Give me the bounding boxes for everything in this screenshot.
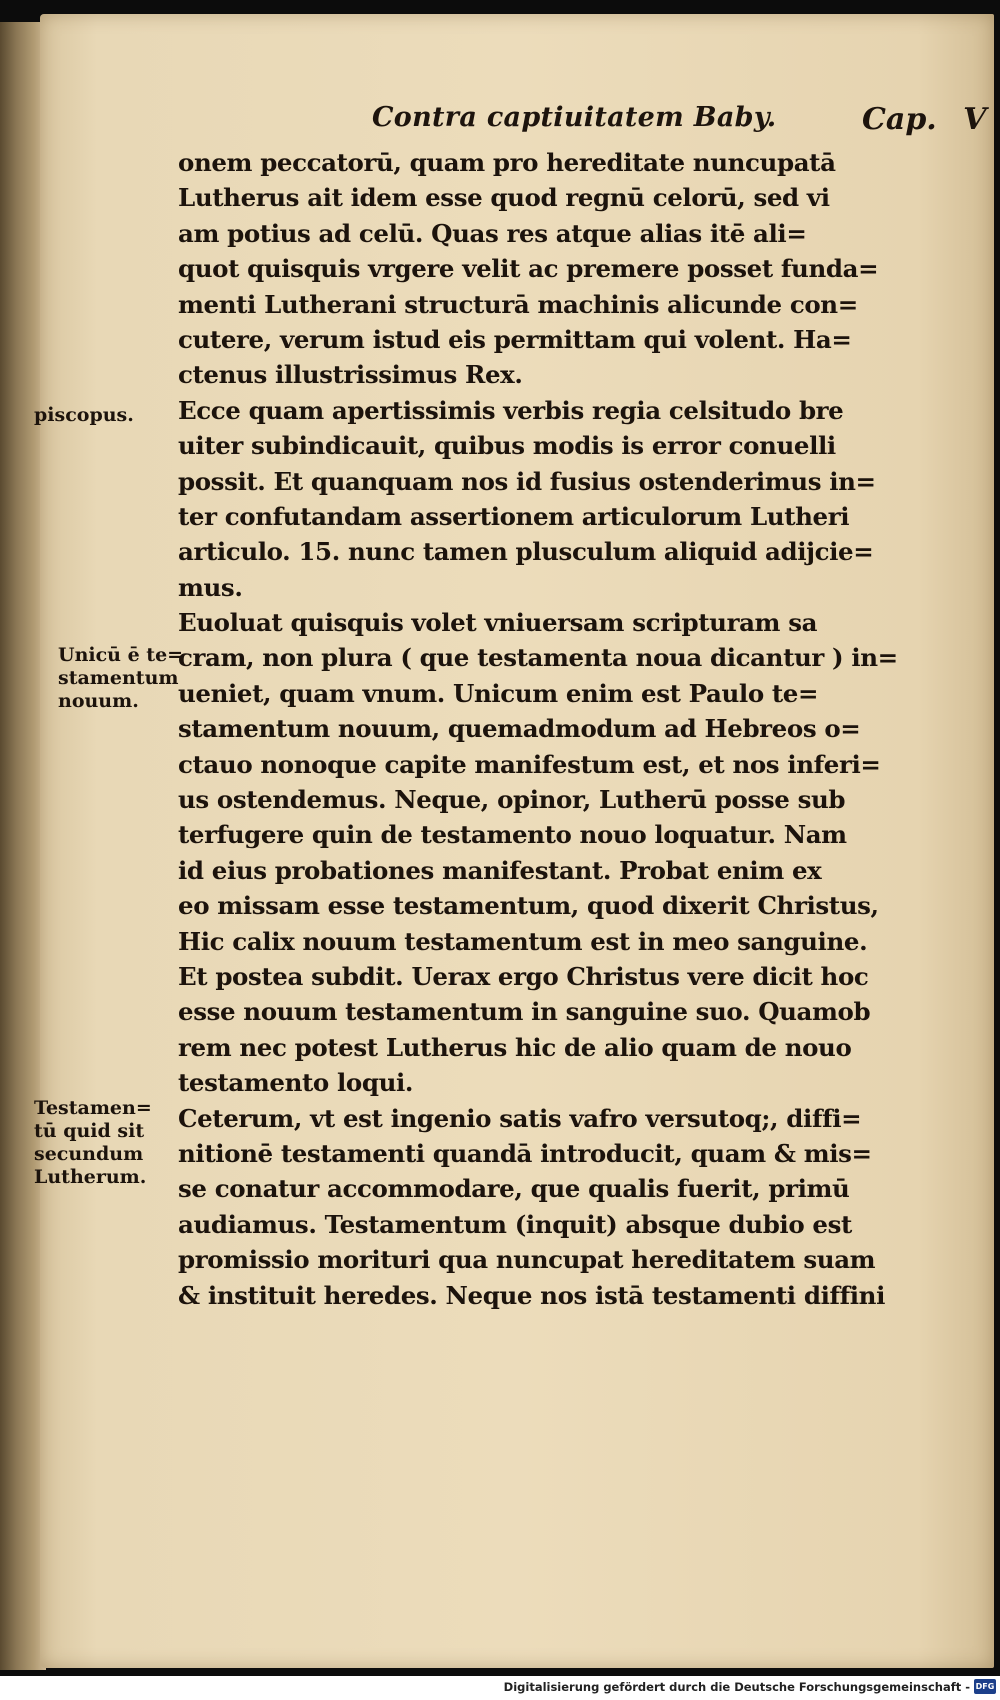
text-line: mus. (178, 572, 243, 602)
margin-note-line: Unicū ē te= (58, 644, 184, 666)
text-line: testamento loqui. (178, 1068, 414, 1098)
margin-note-line: Lutherum. (34, 1166, 147, 1188)
margin-note-line: piscopus. (34, 404, 134, 426)
main-text-block (178, 145, 960, 1313)
text-line: esse nouum testamentum in sanguine suo. Quamob (178, 997, 871, 1027)
text-line: possit. Et quanquam nos id fusius ostenderimus in= (178, 466, 876, 496)
text-line: se conatur accommodare, que qualis fuerit, primū (178, 1174, 850, 1204)
text-line: Et postea subdit. Uerax ergo Christus vere dicit hoc (178, 961, 869, 991)
margin-note-unicum-testamentum (58, 644, 183, 713)
text-line: ter confutandam assertionem articulorum Lutheri (178, 501, 850, 531)
text-line: uiter subindicauit, quibus modis is error conuelli (178, 431, 836, 461)
margin-note-testamentum-lutherum (34, 1097, 152, 1189)
margin-note-episcopus (34, 404, 134, 427)
text-line: & instituit heredes. Neque nos istā testamenti diffini (178, 1280, 885, 1310)
text-line: id eius probationes manifestant. Probat enim ex (178, 855, 822, 885)
text-line: onem peccatorū, quam pro hereditate nuncupatā (178, 148, 836, 177)
text-line: menti Lutherani structurā machinis alicunde con= (178, 289, 858, 319)
text-line: rem nec potest Lutherus hic de alio quam de nouo (178, 1032, 852, 1062)
text-line: Euoluat quisquis volet vniuersam scripturam sa (178, 608, 818, 638)
text-line: Ecce quam apertissimis verbis regia celsitudo bre (178, 395, 844, 425)
margin-note-line: secundum (34, 1143, 144, 1165)
book-page (34, 14, 994, 1668)
text-line: cutere, verum istud eis permittam qui volent. Ha= (178, 324, 852, 354)
text-line: ctenus illustrissimus Rex. (178, 360, 523, 390)
text-line: quot quisquis vrgere velit ac premere posset funda= (178, 254, 879, 284)
text-line: eo missam esse testamentum, quod dixerit Christus, (178, 891, 879, 921)
text-line: nitionē testamenti quandā introducit, quam & mis= (178, 1138, 872, 1168)
text-line: us ostendemus. Neque, opinor, Lutherū posse sub (178, 785, 846, 815)
margin-note-line: tū quid sit (34, 1120, 145, 1142)
text-line: terfugere quin de testamento nouo loquatur. Nam (178, 820, 847, 850)
text-line: stamentum nouum, quemadmodum ad Hebreos o= (178, 714, 861, 744)
funding-credit: Digitalisierung gefördert durch die Deutsche Forschungsgemeinschaft - (503, 1680, 970, 1694)
margin-note-line: nouum. (58, 690, 139, 712)
text-line: am potius ad celū. Quas res atque alias itē ali= (178, 218, 807, 248)
text-line: ueniet, quam vnum. Unicum enim est Paulo te= (178, 678, 819, 708)
text-line: Ceterum, vt est ingenio satis vafro versutoq;, diffi= (178, 1103, 862, 1133)
text-line: articulo. 15. nunc tamen plusculum aliquid adijcie= (178, 537, 874, 567)
text-line: promissio morituri qua nuncupat hereditatem suam (178, 1245, 876, 1275)
dfg-logo: DFG (974, 1679, 996, 1694)
text-line: ctauo nonoque capite manifestum est, et nos inferi= (178, 749, 881, 779)
text-line: Lutherus ait idem esse quod regnū celorū, sed vi (178, 183, 830, 213)
chapter-marker: Cap. V (862, 102, 987, 137)
footer-credit-bar (0, 1676, 1000, 1700)
running-head-title: Contra captiuitatem Baby. (372, 102, 777, 133)
margin-note-line: Testamen= (34, 1097, 152, 1119)
running-head (340, 94, 1000, 144)
text-line: audiamus. Testamentum (inquit) absque dubio est (178, 1209, 852, 1239)
margin-note-line: stamentum (58, 667, 179, 689)
text-line: Hic calix nouum testamentum est in meo sanguine. (178, 926, 868, 956)
text-line: cram, non plura ( que testamenta noua dicantur ) in= (178, 643, 898, 673)
